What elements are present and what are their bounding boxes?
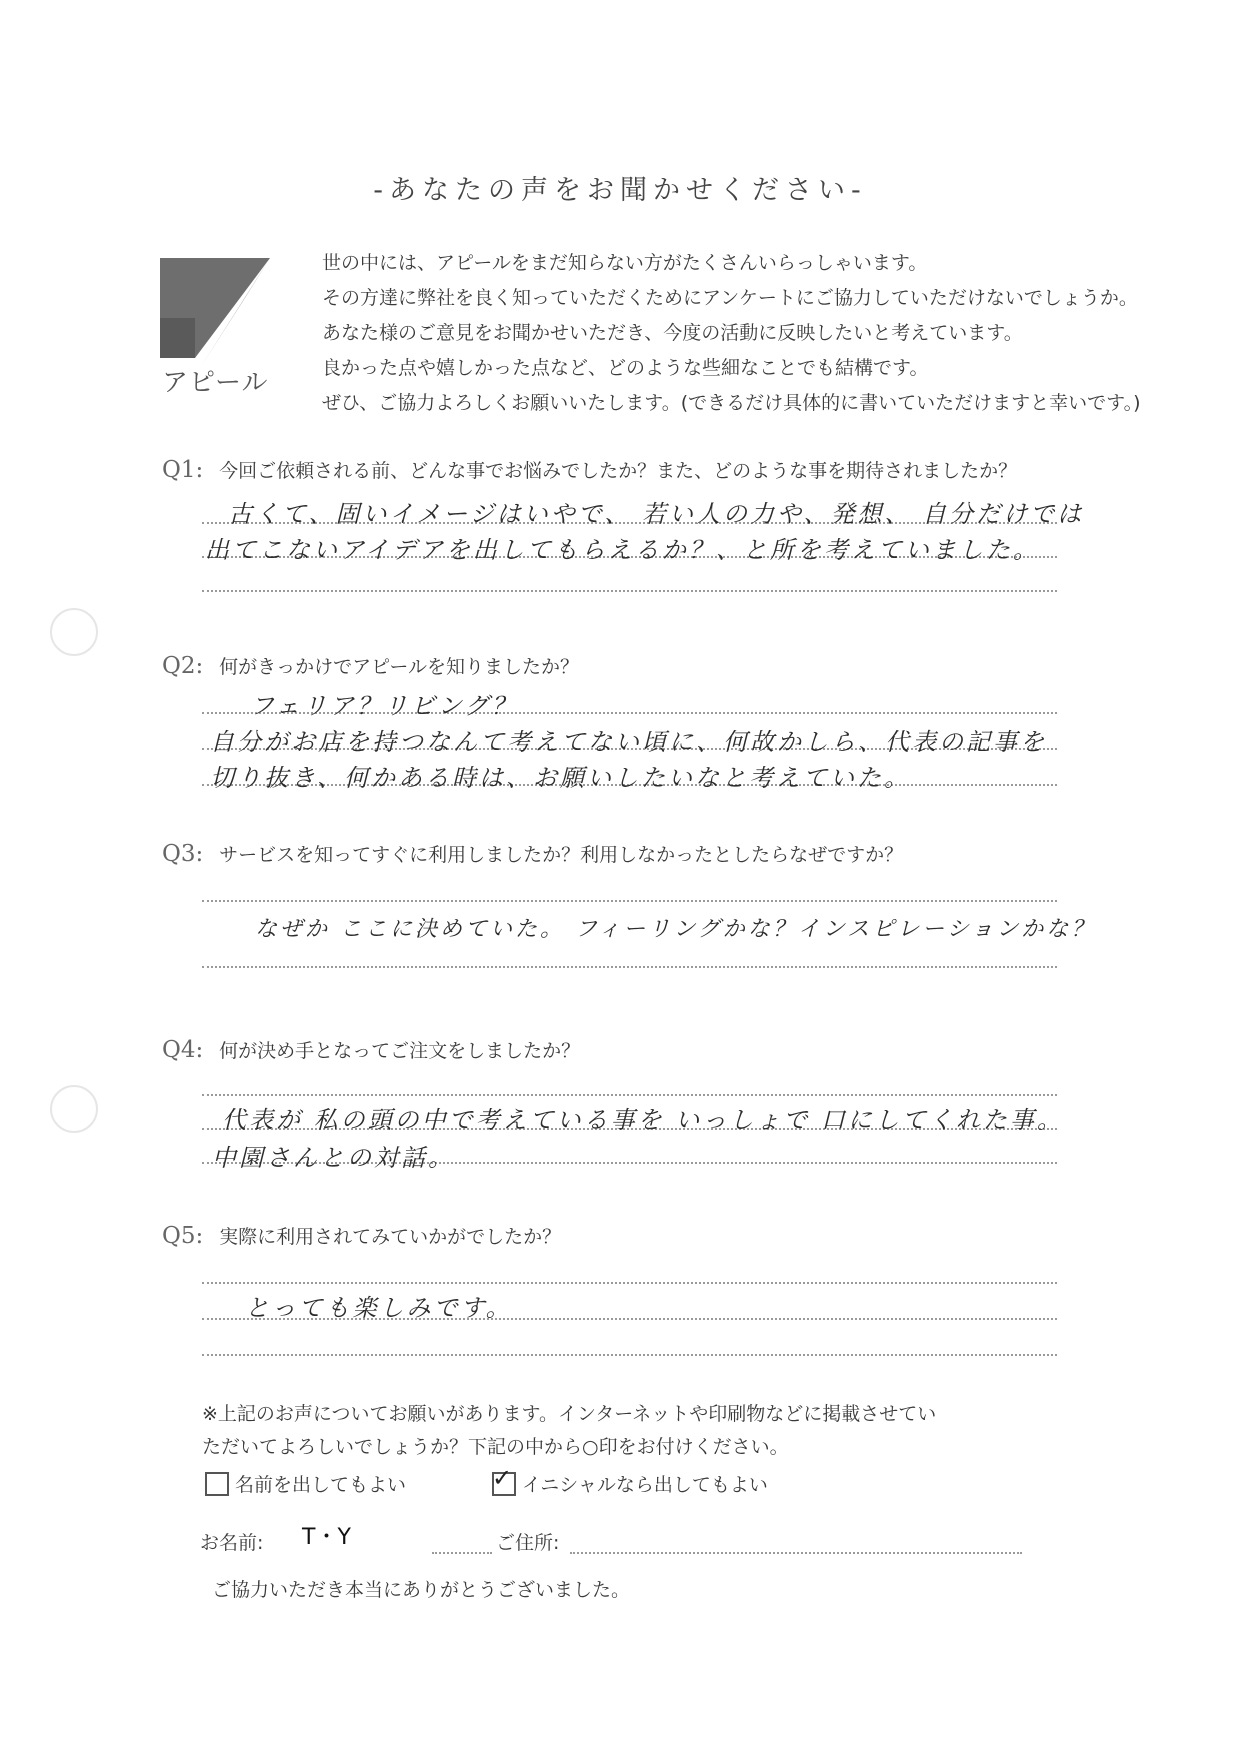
name-value[interactable]: T・Y	[302, 1525, 351, 1550]
question-text: 何がきっかけでアピールを知りましたか？	[219, 656, 579, 678]
option-label: 名前を出してもよい	[235, 1474, 407, 1496]
question-number: Q4:	[162, 1037, 204, 1063]
answer-line	[202, 1094, 1057, 1096]
thanks-message: ご協力いただき本当にありがとうございました。	[212, 1579, 631, 1601]
question-number: Q5:	[162, 1223, 204, 1249]
name-underline	[432, 1552, 492, 1554]
question-2	[162, 652, 579, 679]
question-1	[162, 456, 1017, 483]
option-label: イニシャルなら出してもよい	[522, 1474, 768, 1496]
logo-text: アピール	[162, 368, 269, 398]
question-number: Q3:	[162, 841, 204, 867]
option-name-checkbox[interactable]	[205, 1470, 406, 1497]
question-4	[162, 1036, 580, 1063]
question-text: 実際に利用されてみていかがでしたか？	[219, 1226, 562, 1248]
question-number: Q2:	[162, 653, 204, 679]
question-3	[162, 840, 903, 867]
intro-line: 世の中には、アピールをまだ知らない方がたくさんいらっしゃいます。	[322, 252, 928, 274]
question-text: 今回ご依頼される前、どんな事でお悩みでしたか？また、どのような事を期待されましたか？	[219, 460, 1018, 482]
punch-hole	[50, 608, 98, 656]
consent-note-line: ※上記のお声についてお願いがあります。インターネットや印刷物などに掲載させてい	[202, 1403, 937, 1425]
punch-hole	[50, 1085, 98, 1133]
answer-text: なぜか ここに決めていた。 フィーリングかな？インスピレーションかな？	[255, 917, 1097, 942]
question-number: Q1:	[162, 457, 204, 483]
answer-line	[202, 900, 1057, 902]
question-text: サービスを知ってすぐに利用しましたか？利用しなかったとしたらなぜですか？	[219, 844, 904, 866]
answer-text: 切り抜き、何かある時は、お願いしたいなと考えていた。	[210, 764, 912, 792]
answer-text: 代表が 私の頭の中で考えている事を いっしょで 口にしてくれた事。	[222, 1106, 1064, 1134]
checkbox-empty[interactable]	[205, 1472, 229, 1496]
name-label: お名前:	[200, 1532, 264, 1554]
answer-text: 出てこないアイデアを出してもらえるか？、と所を考えていました。	[205, 536, 1040, 564]
consent-note	[202, 1398, 936, 1464]
address-underline	[570, 1552, 1022, 1554]
answer-line	[202, 1282, 1057, 1284]
answer-line	[202, 1354, 1057, 1356]
question-5	[162, 1222, 561, 1249]
intro-line: 良かった点や嬉しかった点など、どのような些細なことでも結構です。	[322, 357, 929, 379]
option-initial-checkbox[interactable]	[492, 1463, 768, 1497]
checkbox-checked[interactable]	[492, 1463, 516, 1496]
address-label: ご住所:	[496, 1532, 560, 1554]
intro-line: ぜひ、ご協力よろしくお願いいたします。(できるだけ具体的に書いていただけますと幸いです。)	[322, 392, 1141, 414]
answer-text: 中園さんとの対話。	[212, 1144, 455, 1172]
intro-paragraph	[322, 246, 1202, 421]
answer-text: 古くて、固いイメージはいやで、 若い人の力や、発想、 自分だけでは	[228, 500, 1085, 528]
answer-line	[202, 590, 1057, 592]
answer-text: 自分がお店を持つなんて考えてない頃に、何故かしら、代表の記事を	[210, 728, 1047, 756]
check-icon: ✓	[492, 1463, 513, 1492]
answer-line	[202, 966, 1057, 968]
question-text: 何が決め手となってご注文をしましたか？	[219, 1040, 581, 1062]
answer-text: フェリア？リビング？	[250, 692, 519, 720]
page-title: -あなたの声をお聞かせください-	[373, 175, 867, 206]
intro-line: その方達に弊社を良く知っていただくためにアンケートにご協力していただけないでしょうか。	[322, 287, 1138, 309]
consent-note-line: ただいてよろしいでしょうか？下記の中から○印をお付けください。	[202, 1436, 789, 1458]
answer-text: とっても楽しみです。	[245, 1294, 513, 1322]
intro-line: あなた様のご意見をお聞かせいただき、今度の活動に反映したいと考えています。	[322, 322, 1023, 344]
